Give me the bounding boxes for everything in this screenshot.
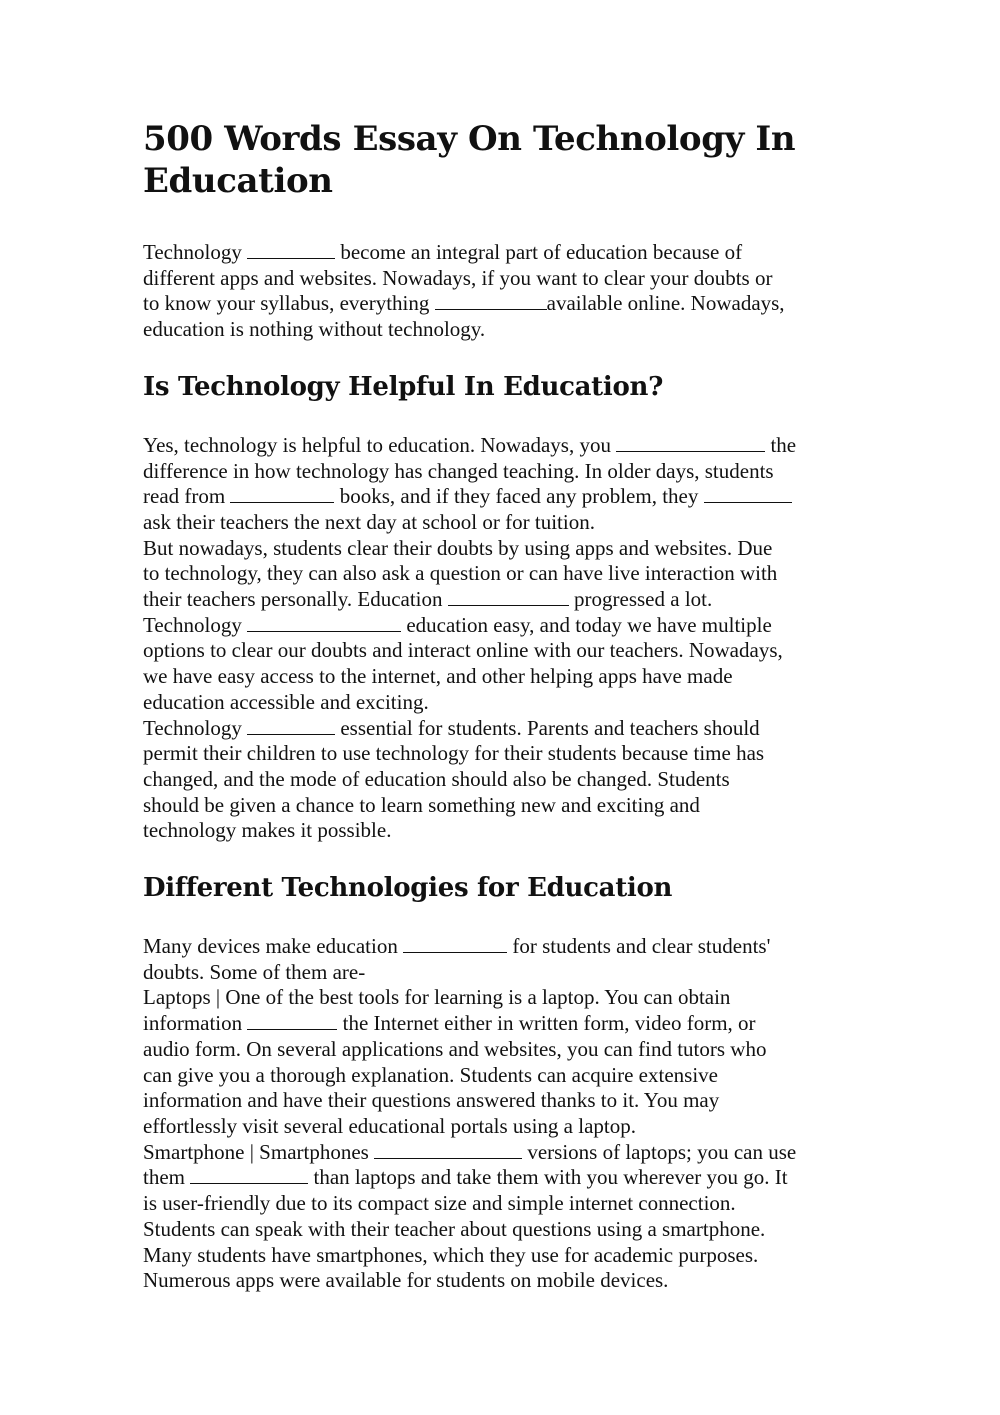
text-segment: versions of laptops; you can use bbox=[522, 1139, 797, 1164]
text-segment: ask their teachers the next day at school or for tuition. bbox=[143, 509, 595, 534]
text-line bbox=[143, 459, 873, 485]
text-line bbox=[143, 240, 873, 266]
text-segment: Technology bbox=[143, 240, 248, 264]
text-segment: Smartphone | Smartphones bbox=[143, 1139, 375, 1164]
text-line bbox=[143, 484, 873, 510]
text-segment: But nowadays, students clear their doubts by using apps and websites. Due bbox=[143, 535, 773, 560]
text-segment: available online. Nowadays, bbox=[546, 291, 785, 316]
text-segment: books, and if they faced any problem, they bbox=[334, 484, 704, 509]
text-segment: for students and clear students' bbox=[507, 934, 771, 959]
text-segment: the Internet either in written form, video form, or bbox=[337, 1011, 756, 1036]
text-line bbox=[143, 587, 873, 613]
text-segment: technology makes it possible. bbox=[143, 818, 392, 843]
text-line bbox=[143, 613, 873, 639]
text-segment: we have easy access to the internet, and other helping apps have made bbox=[143, 664, 733, 689]
text-line bbox=[143, 638, 873, 664]
fill-in-blank bbox=[247, 614, 401, 632]
text-segment: Technology bbox=[143, 612, 248, 637]
text-segment: progressed a lot. bbox=[568, 587, 713, 612]
text-segment: information and have their questions answered thanks to it. You may bbox=[143, 1088, 720, 1113]
text-segment: Laptops | One of the best tools for learning is a laptop. You can obtain bbox=[143, 985, 731, 1010]
text-line bbox=[143, 767, 873, 793]
text-segment: become an integral part of education because of bbox=[335, 240, 743, 264]
text-line bbox=[143, 1191, 873, 1217]
text-segment: should be given a chance to learn something new and exciting and bbox=[143, 792, 700, 817]
text-segment: their teachers personally. Education bbox=[143, 587, 448, 612]
text-line bbox=[143, 1114, 873, 1140]
fill-in-blank bbox=[247, 241, 335, 259]
text-line bbox=[143, 1011, 873, 1037]
text-line bbox=[143, 317, 873, 343]
text-line bbox=[143, 1165, 873, 1191]
text-line bbox=[143, 510, 873, 536]
text-segment: options to clear our doubts and interact online with our teachers. Nowadays, bbox=[143, 638, 783, 663]
text-segment: education is nothing without technology. bbox=[143, 317, 486, 342]
text-segment: Technology bbox=[143, 715, 248, 740]
text-segment: difference in how technology has changed teaching. In older days, students bbox=[143, 458, 774, 483]
fill-in-blank bbox=[247, 717, 335, 735]
text-segment: different apps and websites. Nowadays, if you want to clear your doubts or bbox=[143, 265, 773, 290]
text-segment: to know your syllabus, everything bbox=[143, 291, 435, 316]
text-line bbox=[143, 664, 873, 690]
text-line bbox=[143, 266, 873, 292]
text-line bbox=[143, 960, 873, 986]
text-segment: read from bbox=[143, 484, 231, 509]
text-segment: Numerous apps were available for students on mobile devices. bbox=[143, 1268, 669, 1293]
fill-in-blank bbox=[230, 485, 334, 503]
text-line bbox=[143, 536, 873, 562]
text-segment: education accessible and exciting. bbox=[143, 689, 429, 714]
text-segment: to technology, they can also ask a question or can have live interaction with bbox=[143, 561, 778, 586]
text-line bbox=[143, 1217, 873, 1243]
text-line bbox=[143, 1063, 873, 1089]
text-line bbox=[143, 1037, 873, 1063]
fill-in-blank bbox=[435, 292, 547, 310]
page-title bbox=[143, 118, 873, 202]
fill-in-blank bbox=[616, 434, 765, 452]
title-line: 500 Words Essay On Technology In bbox=[143, 119, 796, 159]
text-line bbox=[143, 934, 873, 960]
technologies-paragraph bbox=[143, 934, 873, 1294]
text-segment: permit their children to use technology for their students because time has bbox=[143, 741, 765, 766]
text-segment: the bbox=[765, 432, 797, 457]
helpful-paragraph bbox=[143, 433, 873, 844]
text-line bbox=[143, 818, 873, 844]
text-line bbox=[143, 716, 873, 742]
text-segment: changed, and the mode of education should also be changed. Students bbox=[143, 766, 730, 791]
text-line bbox=[143, 1088, 873, 1114]
text-segment: Many devices make education bbox=[143, 934, 404, 959]
text-segment: audio form. On several applications and websites, you can find tutors who bbox=[143, 1036, 767, 1061]
section-heading-helpful: Is Technology Helpful In Education? bbox=[143, 371, 664, 402]
text-line bbox=[143, 561, 873, 587]
text-segment: is user-friendly due to its compact size and simple internet connection. bbox=[143, 1191, 736, 1216]
text-segment: education easy, and today we have multiple bbox=[401, 612, 772, 637]
text-line bbox=[143, 1243, 873, 1269]
fill-in-blank bbox=[704, 485, 792, 503]
text-line bbox=[143, 1268, 873, 1294]
text-segment: Many students have smartphones, which they use for academic purposes. bbox=[143, 1242, 759, 1267]
text-line bbox=[143, 793, 873, 819]
fill-in-blank bbox=[448, 588, 569, 606]
text-line bbox=[143, 1140, 873, 1166]
section-heading-technologies: Different Technologies for Education bbox=[143, 873, 673, 904]
fill-in-blank bbox=[247, 1012, 337, 1030]
fill-in-blank bbox=[403, 935, 507, 953]
fill-in-blank bbox=[374, 1141, 522, 1159]
intro-paragraph bbox=[143, 240, 873, 343]
document-page bbox=[143, 118, 873, 1294]
text-line bbox=[143, 690, 873, 716]
text-line bbox=[143, 291, 873, 317]
text-line bbox=[143, 741, 873, 767]
text-segment: essential for students. Parents and teachers should bbox=[335, 715, 760, 740]
title-line: Education bbox=[143, 161, 333, 201]
text-segment: effortlessly visit several educational portals using a laptop. bbox=[143, 1113, 636, 1138]
fill-in-blank bbox=[190, 1166, 308, 1184]
text-segment: Yes, technology is helpful to education. Nowadays, you bbox=[143, 432, 617, 457]
text-segment: them bbox=[143, 1165, 191, 1190]
text-line bbox=[143, 985, 873, 1011]
text-segment: information bbox=[143, 1011, 248, 1036]
text-segment: Students can speak with their teacher about questions using a smartphone. bbox=[143, 1216, 766, 1241]
text-line bbox=[143, 433, 873, 459]
text-segment: can give you a thorough explanation. Students can acquire extensive bbox=[143, 1062, 718, 1087]
text-segment: doubts. Some of them are- bbox=[143, 959, 366, 984]
text-segment: than laptops and take them with you wherever you go. It bbox=[308, 1165, 788, 1190]
